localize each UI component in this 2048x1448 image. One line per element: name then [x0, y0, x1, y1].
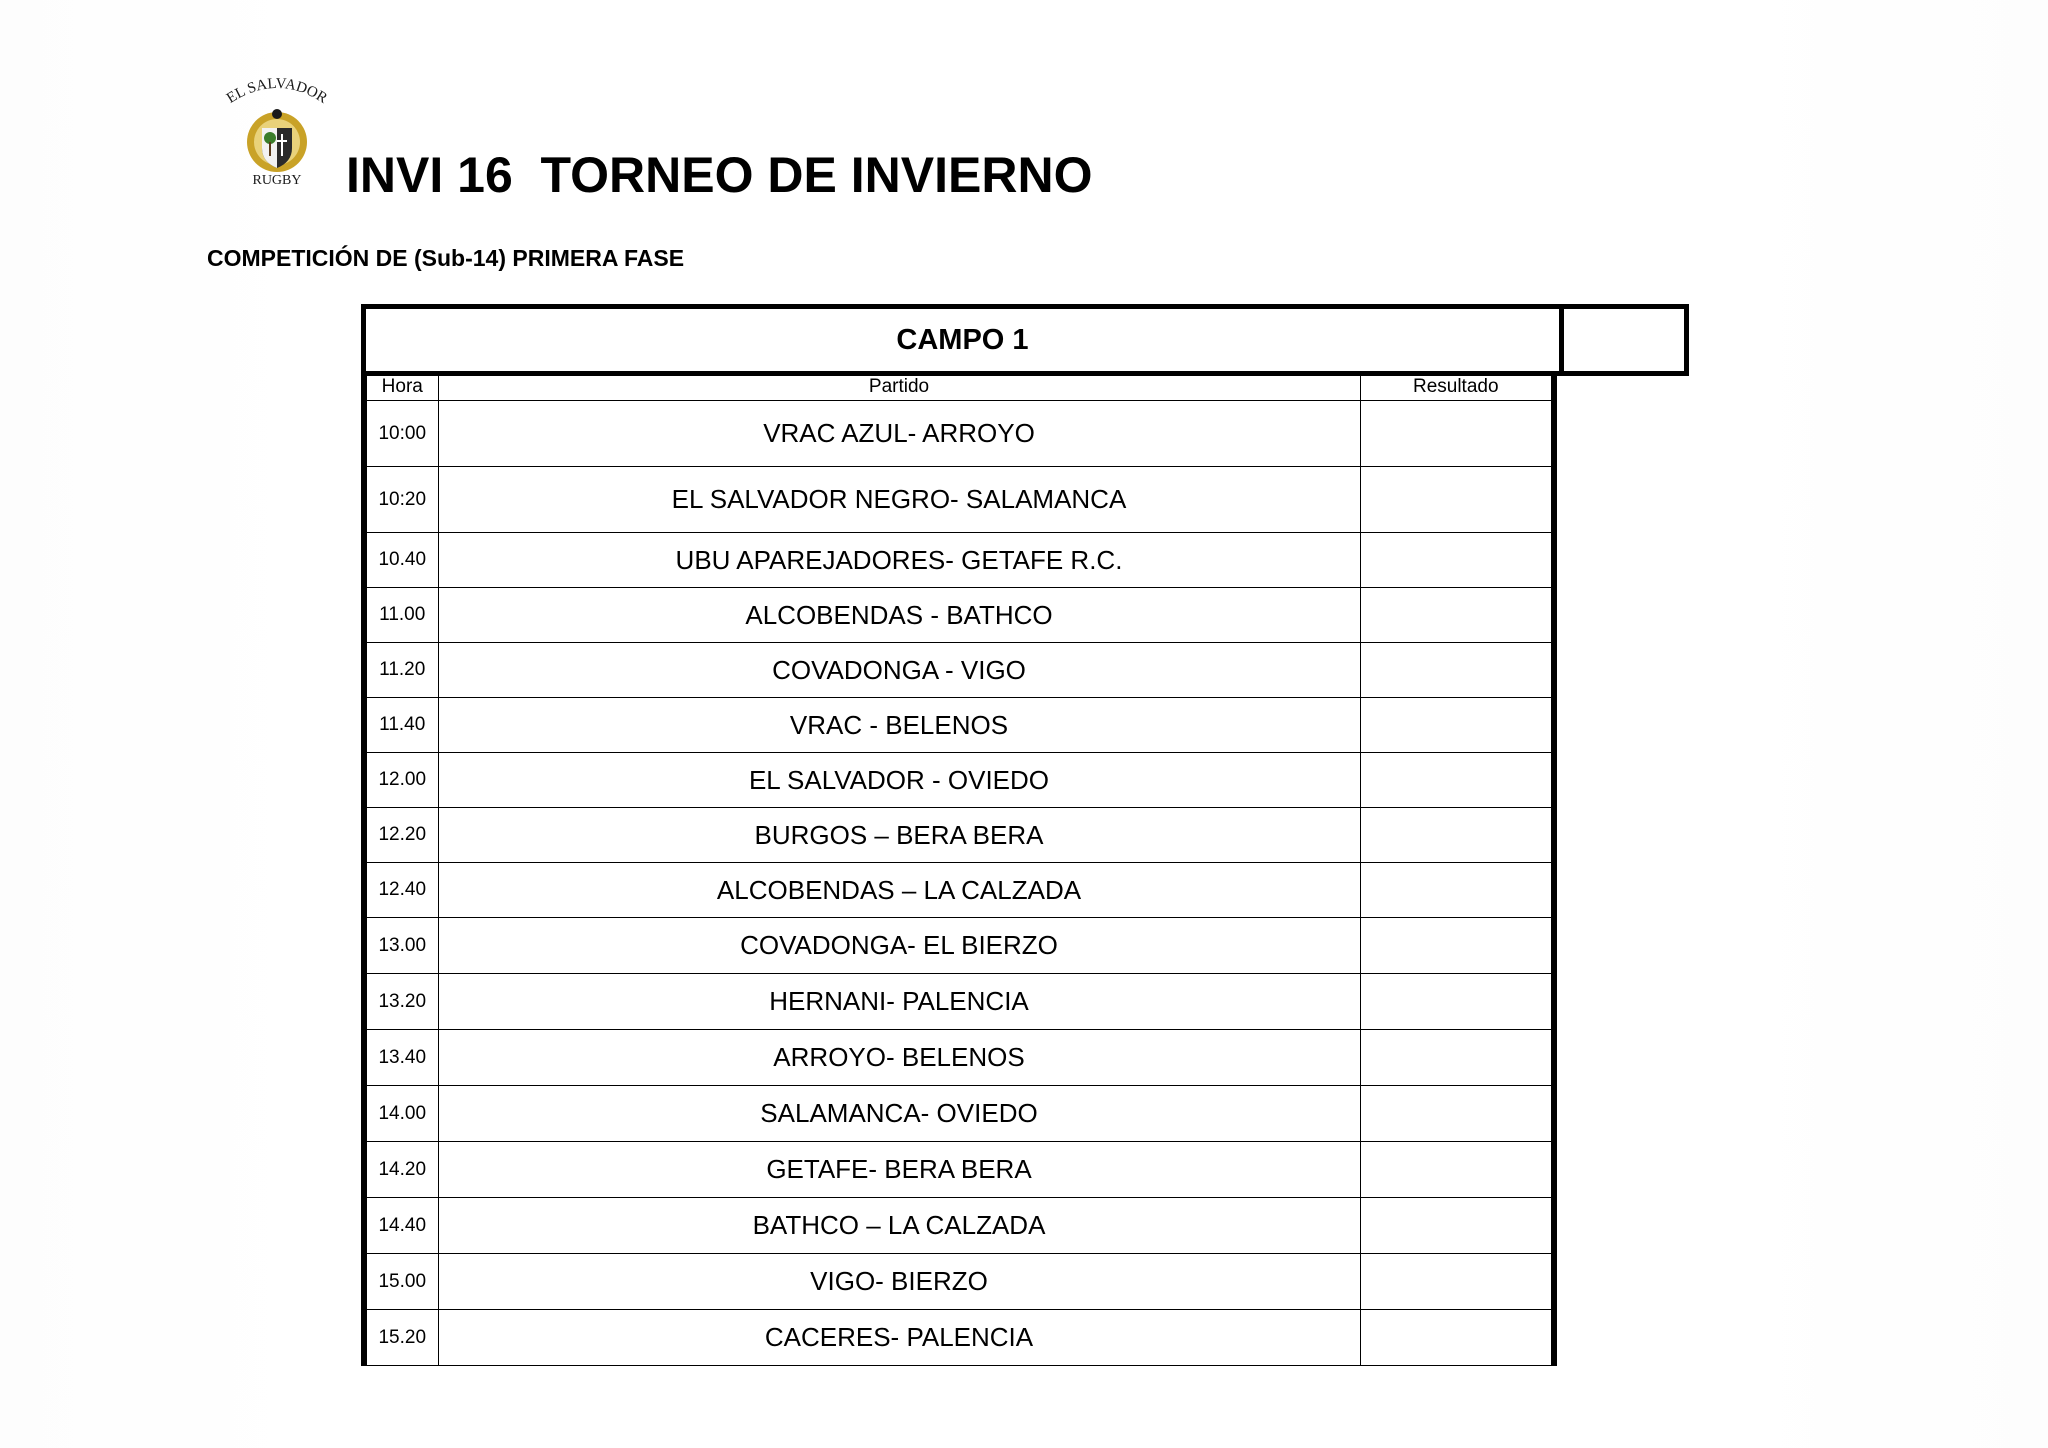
table-row	[364, 467, 1554, 533]
match-result	[1360, 533, 1554, 588]
table-row	[364, 1198, 1554, 1254]
table-row	[364, 588, 1554, 643]
match-time: 13.20	[364, 974, 438, 1030]
match-time: 14.00	[364, 1086, 438, 1142]
schedule-table	[361, 372, 1557, 1366]
match-teams: BURGOS – BERA BERA	[438, 808, 1360, 863]
table-row	[364, 808, 1554, 863]
match-teams: SALAMANCA- OVIEDO	[438, 1086, 1360, 1142]
table-row	[364, 1310, 1554, 1366]
logo-top-text: EL SALVADOR	[224, 75, 330, 107]
match-result	[1360, 698, 1554, 753]
match-time: 13.40	[364, 1030, 438, 1086]
svg-text:EL SALVADOR	[224, 76, 330, 107]
match-time: 10:20	[364, 467, 438, 533]
schedule-body	[364, 401, 1554, 1366]
match-result	[1360, 1254, 1554, 1310]
table-row	[364, 643, 1554, 698]
match-time: 14.20	[364, 1142, 438, 1198]
match-result	[1360, 918, 1554, 974]
table-row	[364, 533, 1554, 588]
match-teams: COVADONGA - VIGO	[438, 643, 1360, 698]
table-header-row	[364, 373, 1554, 401]
match-result	[1360, 1198, 1554, 1254]
match-time: 11.20	[364, 643, 438, 698]
table-row	[364, 863, 1554, 918]
table-row	[364, 918, 1554, 974]
table-row	[364, 1254, 1554, 1310]
logo-bottom-text: RUGBY	[252, 173, 302, 188]
table-row	[364, 401, 1554, 467]
match-result	[1360, 1310, 1554, 1366]
match-time: 15.00	[364, 1254, 438, 1310]
match-teams: ALCOBENDAS – LA CALZADA	[438, 863, 1360, 918]
table-row	[364, 698, 1554, 753]
match-result	[1360, 863, 1554, 918]
match-teams: UBU APAREJADORES- GETAFE R.C.	[438, 533, 1360, 588]
table-row	[364, 1030, 1554, 1086]
match-teams: VIGO- BIERZO	[438, 1254, 1360, 1310]
match-result	[1360, 643, 1554, 698]
match-time: 10.40	[364, 533, 438, 588]
match-teams: CACERES- PALENCIA	[438, 1310, 1360, 1366]
match-teams: VRAC - BELENOS	[438, 698, 1360, 753]
header-partido: Partido	[438, 373, 1360, 401]
club-crest-icon	[212, 70, 342, 188]
match-time: 15.20	[364, 1310, 438, 1366]
match-time: 11.00	[364, 588, 438, 643]
match-teams: ARROYO- BELENOS	[438, 1030, 1360, 1086]
header-hora: Hora	[364, 373, 438, 401]
page-title: INVI 16 TORNEO DE INVIERNO	[346, 147, 1093, 203]
match-teams: GETAFE- BERA BERA	[438, 1142, 1360, 1198]
match-result	[1360, 467, 1554, 533]
match-teams: HERNANI- PALENCIA	[438, 974, 1360, 1030]
match-result	[1360, 1086, 1554, 1142]
match-time: 14.40	[364, 1198, 438, 1254]
match-result	[1360, 1142, 1554, 1198]
match-teams: VRAC AZUL- ARROYO	[438, 401, 1360, 467]
field-title: CAMPO 1	[896, 323, 1029, 356]
match-time: 11.40	[364, 698, 438, 753]
table-row	[364, 1086, 1554, 1142]
field-header-side-cell	[1559, 304, 1689, 376]
competition-subtitle: COMPETICIÓN DE (Sub-14) PRIMERA FASE	[207, 245, 685, 271]
table-row	[364, 753, 1554, 808]
match-teams: COVADONGA- EL BIERZO	[438, 918, 1360, 974]
match-time: 12.20	[364, 808, 438, 863]
field-header	[361, 304, 1564, 376]
match-result	[1360, 974, 1554, 1030]
match-result	[1360, 753, 1554, 808]
match-result	[1360, 401, 1554, 467]
table-row	[364, 1142, 1554, 1198]
match-time: 12.40	[364, 863, 438, 918]
match-teams: EL SALVADOR - OVIEDO	[438, 753, 1360, 808]
match-result	[1360, 1030, 1554, 1086]
match-time: 13.00	[364, 918, 438, 974]
match-teams: EL SALVADOR NEGRO- SALAMANCA	[438, 467, 1360, 533]
match-time: 10:00	[364, 401, 438, 467]
club-logo	[212, 70, 342, 188]
match-result	[1360, 808, 1554, 863]
table-row	[364, 974, 1554, 1030]
match-result	[1360, 588, 1554, 643]
header-resultado: Resultado	[1360, 373, 1554, 401]
match-teams: BATHCO – LA CALZADA	[438, 1198, 1360, 1254]
match-time: 12.00	[364, 753, 438, 808]
match-teams: ALCOBENDAS - BATHCO	[438, 588, 1360, 643]
